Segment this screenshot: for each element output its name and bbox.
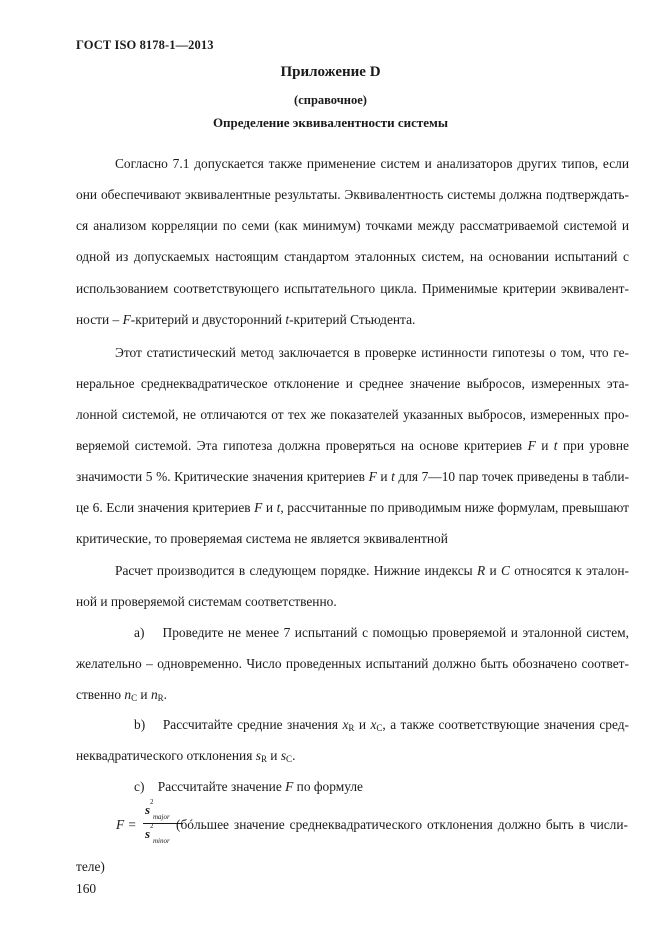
item-a-line-2: желательно – одновременно. Число проведенных испытаний должно быть обозначено соответ-: [76, 656, 629, 671]
var-x: x: [370, 717, 377, 732]
var-s: s: [145, 802, 151, 817]
var-F: F: [285, 779, 294, 794]
f-ratio-formula: [116, 800, 636, 850]
formula-denominator: [145, 822, 170, 845]
text-span: и: [376, 469, 392, 484]
formula-numerator: [145, 798, 170, 821]
subscript: R: [157, 693, 164, 703]
text-span: по формуле: [293, 779, 363, 794]
text-span: .: [163, 687, 168, 702]
item-a-line-1: [134, 625, 629, 641]
var-t: t: [553, 438, 558, 453]
p1-line-1: Согласно 7.1 допускается также применение систем и анализаторов других типов, если: [115, 156, 629, 171]
superscript: 2: [150, 798, 154, 806]
subscript: minor: [153, 837, 170, 845]
text-span: и: [541, 438, 549, 453]
var-n: n: [124, 687, 132, 702]
text-span: ственно: [76, 687, 125, 702]
p2-line-5: [76, 469, 629, 485]
p2-line-7: критические, то проверяемая система не является эквивалентной: [76, 531, 448, 546]
subscript: C: [286, 754, 293, 764]
text-span: -критерий и двусторонний: [130, 312, 286, 327]
text-span: .: [292, 748, 296, 763]
item-c-line-1: [134, 779, 661, 795]
var-F: F: [254, 500, 263, 515]
subscript: major: [153, 813, 170, 821]
p1-line-4: одной из допускаемых настоящим стандартом эталонных систем, на основании испытаний с: [76, 249, 629, 264]
list-marker: c): [134, 779, 145, 794]
text-span: и: [354, 717, 371, 732]
text-span: , а также соответствующие значения сред-: [382, 717, 629, 732]
text-span: Расчет производится в следующем порядке. Нижние индексы: [115, 563, 477, 578]
text-span: и: [485, 563, 501, 578]
var-t: t: [276, 500, 281, 515]
var-F: F: [368, 469, 377, 484]
text-span: для 7—10 пар точек приведены в табли-: [394, 469, 629, 484]
text-span: ности –: [76, 312, 123, 327]
subscript: C: [376, 723, 383, 733]
text-span: це 6. Если значения критериев: [76, 500, 255, 515]
text-span: , рассчитанные по приводимым ниже формулам, превышают: [280, 500, 630, 515]
text-span: Рассчитайте средние значения: [162, 717, 343, 732]
p1-line-5: использованием соответствующего испытательного цикла. Применимые критерии эквивалент-: [76, 281, 629, 296]
var-C: C: [500, 563, 510, 578]
formula-lhs: F =: [116, 817, 137, 832]
list-marker: a): [134, 625, 145, 640]
var-s: s: [280, 748, 287, 763]
formula-note-continued: теле): [76, 859, 105, 874]
p3-line-1: [115, 563, 629, 579]
var-F: F: [527, 438, 536, 453]
item-b-line-2: [76, 748, 629, 767]
p3-line-2: ной и проверяемой системам соответственно.: [76, 594, 337, 609]
var-n: n: [150, 687, 158, 702]
text-span: относятся к эталон-: [509, 563, 629, 578]
var-t: t: [285, 312, 290, 327]
subscript: R: [260, 754, 267, 764]
subscript: C: [131, 693, 138, 703]
subscript: R: [348, 723, 355, 733]
p2-line-1: Этот статистический метод заключается в проверке истинности гипотезы о том, что ге-: [115, 345, 629, 360]
annex-status: (справочное): [294, 93, 367, 107]
page-number: 160: [76, 881, 97, 896]
document-header: ГОСТ ISO 8178-1—2013: [76, 38, 214, 52]
p1-line-2: они обеспечивают эквивалентные результаты. Эквивалентность системы должна подтверждать-: [76, 187, 629, 202]
formula-note: (бóльшее значение среднеквадратического отклонения должно быть в числи-: [176, 817, 628, 832]
var-s: s: [255, 748, 261, 763]
annex-title: Приложение D: [280, 64, 381, 80]
var-F: F: [122, 312, 131, 327]
superscript: 2: [150, 822, 154, 830]
p1-line-6: [76, 312, 629, 328]
text-span: веряемой системой. Эта гипотеза должна проверяться на основе критериев: [76, 438, 523, 453]
var-x: x: [342, 717, 349, 732]
p2-line-4: [76, 438, 629, 454]
p1-line-3: ся анализом корреляции по семи (как минимум) точками между рассматриваемой системой и: [76, 218, 629, 233]
annex-heading: Определение эквивалентности системы: [212, 115, 449, 130]
var-R: R: [476, 563, 486, 578]
var-s: s: [145, 826, 151, 841]
item-a-line-3: [76, 687, 629, 706]
text-span: и: [262, 500, 277, 515]
text-span: и: [266, 748, 281, 763]
p2-line-6: [76, 500, 629, 516]
p2-line-3: лонной системой, не отличаются от тех же показателей указанных выбросов, измеренных про-: [76, 407, 629, 422]
text-span: и: [137, 687, 151, 702]
var-t: t: [391, 469, 395, 484]
list-marker: b): [134, 717, 146, 732]
text-span: Рассчитайте значение: [157, 779, 286, 794]
text-span: Проведите не менее 7 испытаний с помощью проверяемой и эталонной систем,: [162, 625, 629, 640]
text-span: неквадратического отклонения: [76, 748, 256, 763]
text-span: значимости 5 %. Критические значения критериев: [76, 469, 369, 484]
item-b-line-1: [134, 717, 629, 736]
p2-line-2: неральное среднеквадратическое отклонение и среднее значение выбросов, измеренных эта-: [76, 376, 629, 391]
text-span: при уровне: [562, 438, 629, 453]
text-span: -критерий Стьюдента.: [289, 312, 416, 327]
